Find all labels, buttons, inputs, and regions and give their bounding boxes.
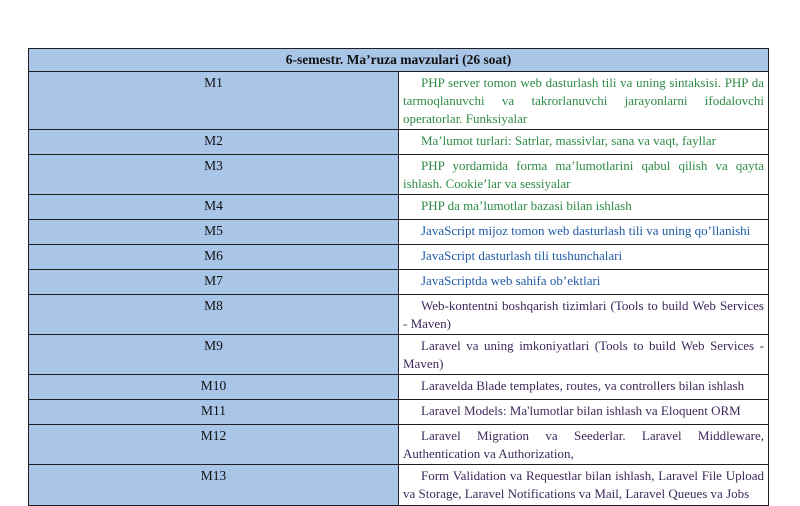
lecture-code: M9 [29,335,399,375]
lecture-topic: PHP yordamida forma ma’lumotlarini qabul qilish va qayta ishlash. Cookie’lar va sessiyalar [399,155,769,195]
lecture-code: M8 [29,295,399,335]
lecture-code: M1 [29,72,399,130]
table-row [29,130,769,155]
table-row [29,270,769,295]
lecture-topic: Form Validation va Requestlar bilan ishlash, Laravel File Upload va Storage, Laravel Notifications va Mail, Laravel Queues va Jobs [399,465,769,506]
lecture-topic: PHP da ma’lumotlar bazasi bilan ishlash [399,195,769,220]
lecture-topic: JavaScript dasturlash tili tushunchalari [399,245,769,270]
lecture-topic: Laravel Migration va Seederlar. Laravel Middleware, Authentication va Authorization, [399,425,769,465]
table-row [29,295,769,335]
lecture-topic: PHP server tomon web dasturlash tili va uning sintaksisi. PHP da tarmoqlanuvchi va takrorlanuvchi jarayonlarni ifodalovchi operatorlar. Funksiyalar [399,72,769,130]
table-row [29,425,769,465]
lecture-topic: Laravelda Blade templates, routes, va controllers bilan ishlash [399,375,769,400]
lecture-code: M7 [29,270,399,295]
lecture-code: M10 [29,375,399,400]
table-row [29,155,769,195]
lecture-topic: Ma’lumot turlari: Satrlar, massivlar, sana va vaqt, fayllar [399,130,769,155]
lecture-code: M12 [29,425,399,465]
table-row [29,375,769,400]
table-row [29,245,769,270]
table-row [29,220,769,245]
lecture-code: M2 [29,130,399,155]
lecture-topic: JavaScript mijoz tomon web dasturlash tili va uning qo’llanishi [399,220,769,245]
lecture-code: M13 [29,465,399,506]
table-row [29,72,769,130]
table-row [29,465,769,506]
lecture-code: M6 [29,245,399,270]
lecture-topic: JavaScriptda web sahifa ob’ektlari [399,270,769,295]
table-row [29,335,769,375]
lecture-code: M3 [29,155,399,195]
lecture-topic: Laravel va uning imkoniyatlari (Tools to build Web Services - Maven) [399,335,769,375]
table-row [29,400,769,425]
lecture-code: M5 [29,220,399,245]
lecture-code: M4 [29,195,399,220]
lecture-topic: Web-kontentni boshqarish tizimlari (Tools to build Web Services - Maven) [399,295,769,335]
lecture-topics-table [28,48,769,506]
table-header-row [29,49,769,72]
table-title: 6-semestr. Ma’ruza mavzulari (26 soat) [29,49,769,72]
lecture-topic: Laravel Models: Ma'lumotlar bilan ishlash va Eloquent ORM [399,400,769,425]
lecture-code: M11 [29,400,399,425]
table-row [29,195,769,220]
